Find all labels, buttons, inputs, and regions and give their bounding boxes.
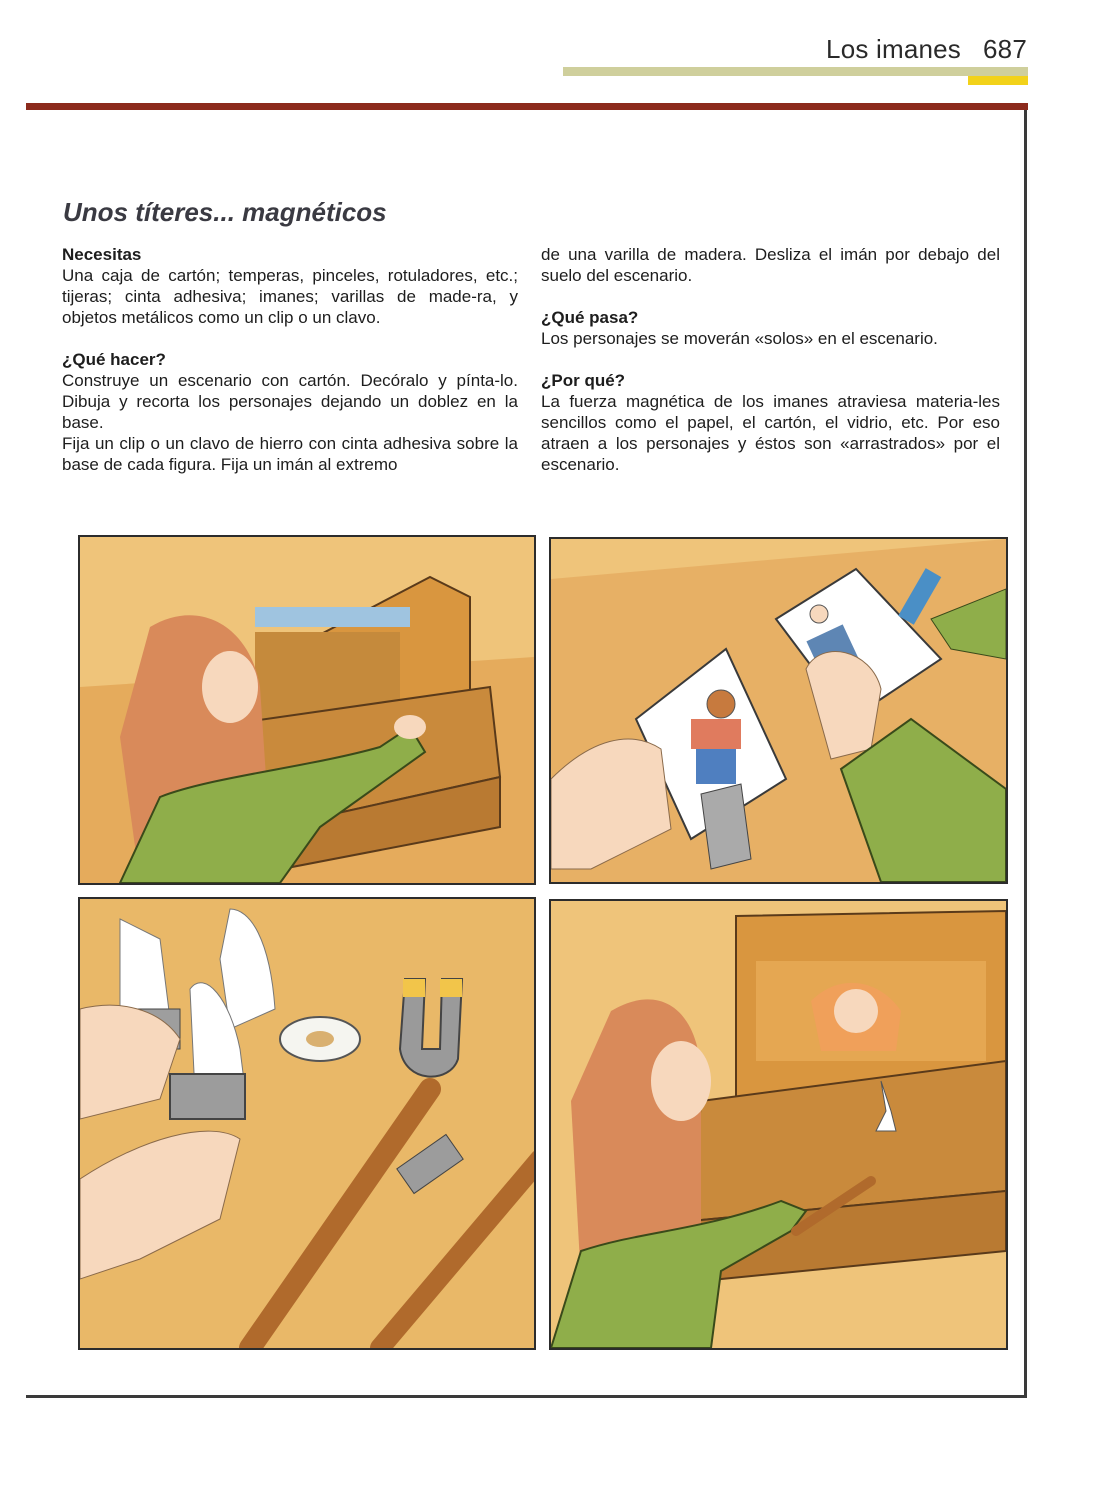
puppet-show-icon bbox=[549, 899, 1008, 1350]
result-text: Los personajes se moverán «solos» en el escenario. bbox=[541, 329, 938, 348]
section-divider bbox=[26, 103, 1028, 110]
running-head bbox=[826, 34, 1027, 65]
page-frame-right bbox=[1024, 110, 1027, 1398]
section-title: Los imanes bbox=[826, 34, 962, 64]
instructions-text-1: Construye un escenario con cartón. Decóralo y pínta-lo. Dibuja y recorta los personajes dejando un doblez en la base. bbox=[62, 371, 518, 432]
girl-building-stage-icon bbox=[78, 535, 536, 885]
heading-que-pasa: ¿Qué pasa? bbox=[541, 308, 639, 327]
hands-cutting-puppets-icon bbox=[549, 537, 1008, 884]
heading-necesitas: Necesitas bbox=[62, 245, 142, 264]
page-number: 687 bbox=[983, 34, 1027, 64]
header-accent-bar bbox=[968, 76, 1028, 85]
page-frame-bottom bbox=[26, 1395, 1027, 1398]
materials-text: Una caja de cartón; temperas, pinceles, rotuladores, etc.; tijeras; cinta adhesiva; imanes; varillas de made-ra, y objetos metálicos como un clip o un clavo. bbox=[62, 266, 518, 327]
heading-que-hacer: ¿Qué hacer? bbox=[62, 350, 166, 369]
text-column-left bbox=[62, 244, 518, 475]
instructions-text-2: Fija un clip o un clavo de hierro con cinta adhesiva sobre la base de cada figura. Fija un imán al extremo bbox=[62, 434, 518, 474]
instructions-text-continued: de una varilla de madera. Desliza el imán por debajo del suelo del escenario. bbox=[541, 245, 1000, 285]
activity-title: Unos títeres... magnéticos bbox=[63, 197, 387, 227]
header-rule bbox=[563, 67, 1028, 76]
heading-por-que: ¿Por qué? bbox=[541, 371, 626, 390]
magnets-tape-sticks-icon bbox=[78, 897, 536, 1350]
text-column-right bbox=[541, 244, 1000, 475]
explanation-text: La fuerza magnética de los imanes atraviesa materia-les sencillos como el papel, el cartón, el vidrio, etc. Por eso atraen a los personajes y éstos son «arrastrados» por el escenario. bbox=[541, 392, 1000, 474]
